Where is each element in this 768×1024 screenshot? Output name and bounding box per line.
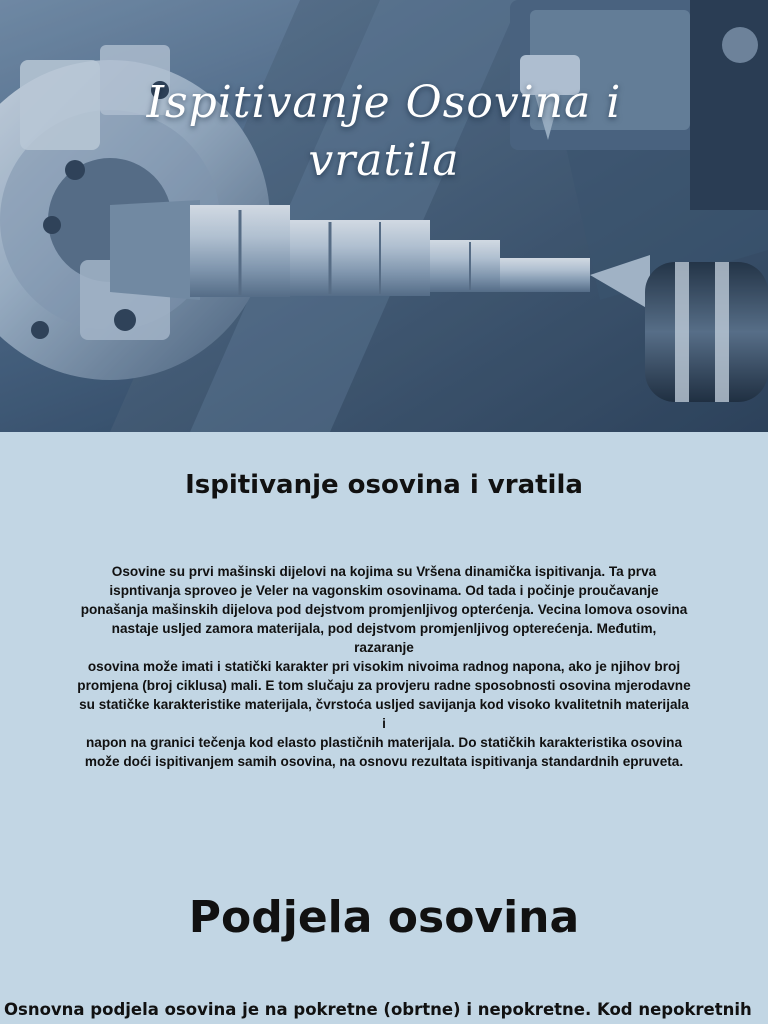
paragraph-line: osovina može imati i statički karakter pri visokim nivoima radnog napona, ako je njihov broj [87, 659, 681, 674]
section-paragraph [18, 562, 750, 771]
paragraph-line: promjena (broj ciklusa) mali. E tom slučaju za provjeru radne sposobnosti osovina mjerodavne [77, 678, 691, 693]
paragraph-line: Osovine su prvi mašinski dijelovi na kojima su Vršena dinamička ispitivanja. Ta prva [111, 564, 657, 579]
paragraph-line: razaranje [354, 640, 414, 655]
paragraph-line: i [382, 716, 386, 731]
paragraph-line: ispntivanja sproveo je Veler na vagonskim osovinama. Od tada i počinje proučavanje [109, 583, 659, 598]
hero-title-line-1: Ispitivanje Osovina i [146, 77, 622, 128]
lathe-machining-illustration [0, 0, 768, 432]
hero-banner [0, 0, 768, 432]
hero-title [60, 74, 708, 190]
section2-first-line: Osnovna podjela osovina je na pokretne (obrtne) i nepokretne. Kod nepokretnih [4, 1000, 752, 1019]
paragraph-line: ponašanja mašinskih dijelova pod dejstvom promjenljivog opterćenja. Vecina lomova osovina [80, 602, 688, 617]
paragraph-line: može doći ispitivanjem samih osovina, na osnovu rezultata ispitivanja standardnih epruveta. [84, 754, 684, 769]
paragraph-line: nastaje usljed zamora materijala, pod dejstvom promjenljivog opterećenja. Međutim, [111, 621, 657, 636]
paragraph-line: napon na granici tečenja kod elasto plastičnih materijala. Do statičkih karakteristika osovina [85, 735, 683, 750]
hero-title-line-2: vratila [308, 135, 460, 186]
section-heading-ispitivanje: Ispitivanje osovina i vratila [185, 470, 583, 500]
section-heading-podjela: Podjela osovina [188, 892, 580, 943]
paragraph-line: su statičke karakteristike materijala, čvrstoća usljed savijanja kod visoko kvalitetnih materijala [79, 697, 689, 712]
